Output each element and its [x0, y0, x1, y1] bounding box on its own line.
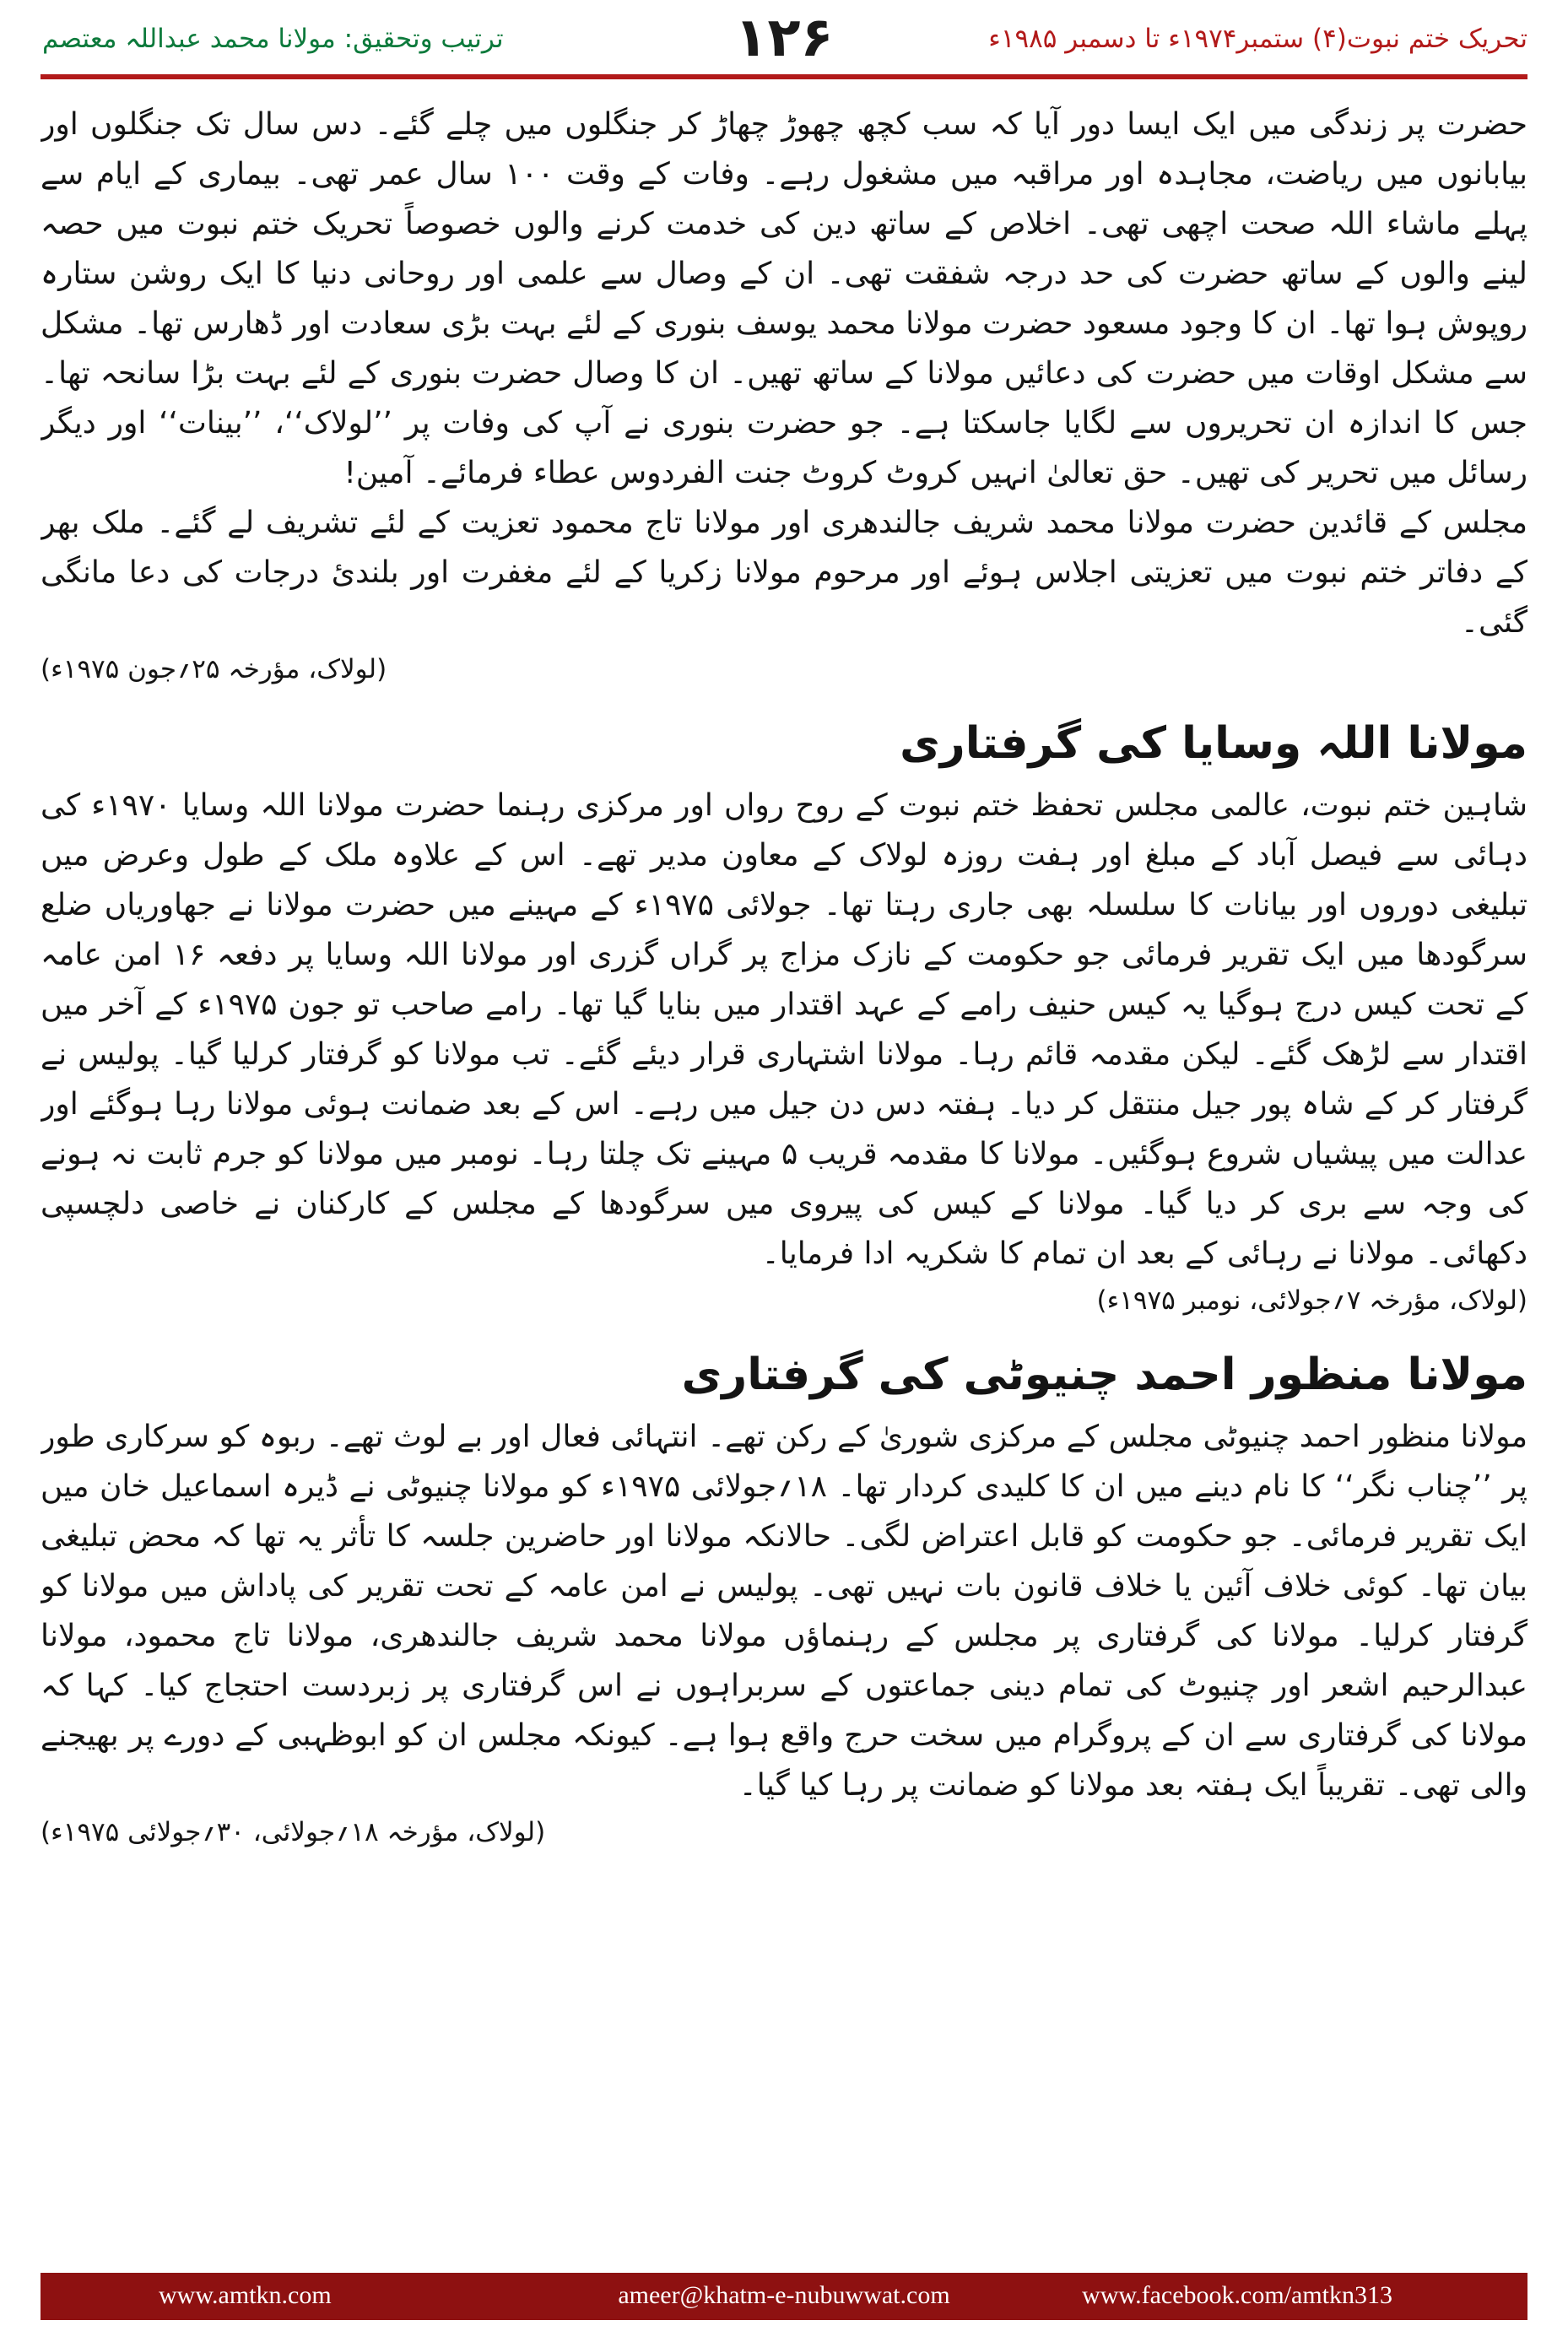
website-link[interactable]: www.amtkn.com	[159, 2281, 332, 2309]
book-title: تحریک ختم نبوت(۴) ستمبر۱۹۷۴ء تا دسمبر ۱۹۸۵ء	[988, 24, 1527, 54]
page-body	[41, 100, 1527, 2226]
page-footer	[41, 2273, 1527, 2320]
section-2-paragraph: مولانا منظور احمد چنیوٹی مجلس کے مرکزی شوریٰ کے رکن تھے۔ انتہائی فعال اور بے لوث تھے۔ ربوہ کو سرکاری طور پر ’’چناب نگر‘‘ کا نام دینے میں ان کا کلیدی کردار تھا۔ ۱۸؍جولائی ۱۹۷۵ء کو مولانا چنیوٹی نے ڈیرہ اسماعیل خان میں ایک تقریر فرمائی۔ جو حکومت کو قابل اعتراض لگی۔ حالانکہ مولانا اور حاضرین جلسہ کا تأثر یہ تھا کہ محض تبلیغی بیان تھا۔ کوئی خلاف آئین یا خلاف قانون بات نہیں تھی۔ پولیس نے امن عامہ کے تحت تقریر کی پاداش میں مولانا کو گرفتار کرلیا۔ مولانا کی گرفتاری پر مجلس کے رہنماؤں مولانا محمد شریف جالندھری، مولانا تاج محمود، مولانا عبدالرحیم اشعر اور چنیوٹ کی تمام دینی جماعتوں کے سربراہوں نے اس گرفتاری پر زبردست احتجاج کیا۔ کہا کہ مولانا کی گرفتاری سے ان کے پروگرام میں سخت حرج واقع ہوا ہے۔ کیونکہ مجلس ان کو ابوظہبی کے دورے پر بھیجنے والی تھی۔ تقریباً ایک ہفتہ بعد مولانا کو ضمانت پر رہا کیا گیا۔	[41, 1420, 1527, 1803]
page-number: ۱۲۶	[734, 7, 834, 69]
section-2-citation: (لولاک، مؤرخہ ۱۸؍جولائی، ۳۰؍جولائی ۱۹۷۵ء)	[41, 1817, 546, 1847]
section-1-paragraph: شاہین ختم نبوت، عالمی مجلس تحفظ ختم نبوت کے روح رواں اور مرکزی رہنما حضرت مولانا اللہ وسایا ۱۹۷۰ء کی دہائی سے فیصل آباد کے مبلغ اور ہفت روزہ لولاک کے معاون مدیر تھے۔ اس کے علاوہ ملک کے طول وعرض میں تبلیغی دوروں اور بیانات کا سلسلہ بھی جاری رہتا تھا۔ جولائی ۱۹۷۵ء کے مہینے میں حضرت مولانا نے جھاوریاں ضلع سرگودھا میں ایک تقریر فرمائی جو حکومت کے نازک مزاج پر گراں گزری اور مولانا اللہ وسایا پر دفعہ ۱۶ امن عامہ کے تحت کیس درج ہوگیا یہ کیس حنیف رامے کے عہد اقتدار میں بنایا گیا تھا۔ رامے صاحب تو جون ۱۹۷۵ء کے آخر میں اقتدار سے لڑھک گئے۔ لیکن مقدمہ قائم رہا۔ مولانا اشتہاری قرار دیئے گئے۔ تب مولانا کو گرفتار کرلیا گیا۔ پولیس نے گرفتار کر کے شاہ پور جیل منتقل کر دیا۔ ہفتہ دس دن جیل میں رہے۔ اس کے بعد ضمانت ہوئی مولانا رہا ہوگئے اور عدالت میں پیشیاں شروع ہوگئیں۔ مولانا کا مقدمہ قریب ۵ مہینے تک چلتا رہا۔ نومبر میں مولانا کو جرم ثابت نہ ہونے کی وجہ سے بری کر دیا گیا۔ مولانا کے کیس کی پیروی میں سرگودھا کے مجلس کے کارکنان نے خاصی دلچسپی دکھائی۔ مولانا نے رہائی کے بعد ان تمام کا شکریہ ادا فرمایا۔	[41, 788, 1527, 1271]
intro-paragraph-2: مجلس کے قائدین حضرت مولانا محمد شریف جالندھری اور مولانا تاج محمود تعزیت کے لئے تشریف لے گئے۔ ملک بھر کے دفاتر ختم نبوت میں تعزیتی اجلاس ہوئے اور مرحوم مولانا زکریا کے لئے مغفرت اور بلندیٔ درجات کی دعا مانگی گئی۔	[41, 506, 1527, 640]
section-1-heading: مولانا اللہ وسایا کی گرفتاری	[900, 718, 1527, 769]
section-2-heading: مولانا منظور احمد چنیوٹی کی گرفتاری	[681, 1349, 1527, 1400]
intro-paragraph-1: حضرت پر زندگی میں ایک ایسا دور آیا کہ سب کچھ چھوڑ چھاڑ کر جنگلوں میں چلے گئے۔ دس سال تک جنگلوں اور بیابانوں میں ریاضت، مجاہدہ اور مراقبہ میں مشغول رہے۔ وفات کے وقت ۱۰۰ سال عمر تھی۔ بیماری کے ایام سے پہلے ماشاء اللہ صحت اچھی تھی۔ اخلاص کے ساتھ دین کی خدمت کرنے والوں خصوصاً تحریک ختم نبوت میں حصہ لینے والوں کے ساتھ حضرت کی حد درجہ شفقت تھی۔ ان کے وصال سے علمی اور روحانی دنیا کا ایک روشن ستارہ روپوش ہوا تھا۔ ان کا وجود مسعود حضرت مولانا محمد یوسف بنوری کے لئے بہت بڑی سعادت اور ڈھارس تھا۔ مشکل سے مشکل اوقات میں حضرت کی دعائیں مولانا کے ساتھ تھیں۔ ان کا وصال حضرت بنوری کے لئے بہت بڑا سانحہ تھا۔ جس کا اندازہ ان تحریروں سے لگایا جاسکتا ہے۔ جو حضرت بنوری نے آپ کی وفات پر ’’لولاک‘‘، ’’بینات‘‘ اور دیگر رسائل میں تحریر کی تھیں۔ حق تعالیٰ انہیں کروٹ کروٹ جنت الفردوس عطاء فرمائے۔ آمین!	[41, 107, 1527, 490]
section-1-citation: (لولاک، مؤرخہ ۷؍جولائی، نومبر ۱۹۷۵ء)	[1096, 1285, 1527, 1316]
header-divider	[41, 74, 1527, 79]
email-link[interactable]: ameer@khatm-e-nubuwwat.com	[618, 2281, 950, 2309]
intro-citation: (لولاک، مؤرخہ ۲۵؍جون ۱۹۷۵ء)	[41, 654, 387, 684]
facebook-link[interactable]: www.facebook.com/amtkn313	[1082, 2281, 1392, 2309]
page-header	[0, 0, 1568, 81]
compiler-credit: ترتیب وتحقیق: مولانا محمد عبداللہ معتصم	[42, 24, 504, 54]
